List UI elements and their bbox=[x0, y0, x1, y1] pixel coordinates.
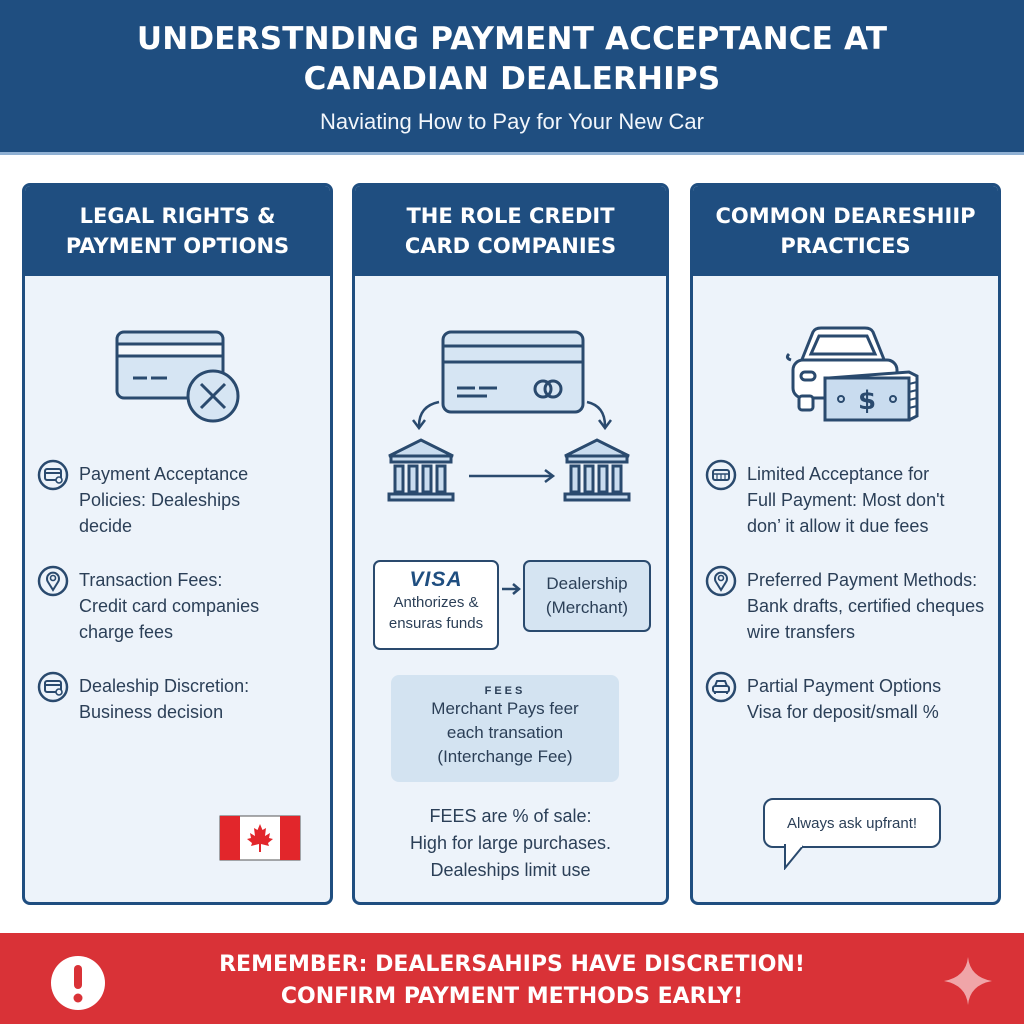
panel-title-line2: CARD COMPANIES bbox=[404, 234, 617, 258]
sparkle-icon bbox=[942, 955, 994, 1012]
merchant-text: (Merchant) bbox=[545, 598, 629, 617]
item-text: Transaction Fees: bbox=[79, 570, 223, 590]
item-text: Full Payment: Most don't bbox=[747, 490, 945, 510]
page-subtitle: Naviating How to Pay for Your New Car bbox=[320, 109, 704, 134]
location-pin-icon bbox=[37, 565, 69, 597]
list-item bbox=[705, 567, 992, 645]
item-text: decide bbox=[79, 516, 133, 536]
panel-title-line2: PRACTICES bbox=[780, 234, 911, 258]
visa-text: ensuras funds bbox=[388, 615, 484, 632]
reminder-banner bbox=[0, 933, 1024, 1024]
svg-text:$: $ bbox=[857, 386, 877, 416]
note-text: FEES are % of sale: bbox=[429, 806, 592, 826]
arrow-right-icon bbox=[501, 582, 521, 600]
fees-heading: FEES bbox=[484, 685, 526, 697]
merchant-box bbox=[523, 560, 651, 632]
cash-register-icon bbox=[705, 459, 737, 491]
card-icon bbox=[37, 459, 69, 491]
item-text: Credit card companies bbox=[79, 596, 260, 616]
speech-bubble bbox=[763, 798, 941, 848]
reminder-line2: CONFIRM PAYMENT METHODS EARLY! bbox=[280, 984, 744, 1009]
page-title-line2: CANADIAN DEALERHIPS bbox=[303, 61, 721, 97]
list-item bbox=[37, 461, 324, 539]
item-text: Bank drafts, certified cheques bbox=[747, 596, 985, 616]
reminder-text bbox=[0, 933, 1024, 1013]
credit-card-declined-icon bbox=[113, 328, 243, 429]
canada-flag-icon bbox=[218, 814, 302, 867]
item-text: Business decision bbox=[79, 702, 224, 722]
item-text: Payment Acceptance bbox=[79, 464, 249, 484]
page-header bbox=[0, 0, 1024, 155]
panel-title-line1: COMMON DEARESHIIP bbox=[715, 204, 976, 228]
bubble-text: Always ask upfrant! bbox=[786, 814, 918, 832]
page-title bbox=[0, 0, 1024, 99]
panel-dealership-practices bbox=[690, 183, 1001, 905]
item-text: Partial Payment Options bbox=[747, 676, 942, 696]
panel-title-line1: THE ROLE CREDIT bbox=[406, 204, 615, 228]
item-text: charge fees bbox=[79, 622, 174, 642]
item-text: wire transfers bbox=[747, 622, 856, 642]
list-item bbox=[705, 461, 992, 539]
exclamation-icon bbox=[50, 955, 106, 1016]
reminder-line1: REMEMBER: DEALERSAHIPS HAVE DISCRETION! bbox=[219, 952, 805, 977]
panel-title-line2: PAYMENT OPTIONS bbox=[65, 234, 290, 258]
card-to-bank-flow-icon bbox=[383, 326, 643, 531]
item-text: Preferred Payment Methods: bbox=[747, 570, 978, 590]
car-and-cash-icon bbox=[785, 324, 925, 439]
card-icon bbox=[37, 671, 69, 703]
panel-title bbox=[25, 186, 330, 276]
page-title-line1: UNDERSTNDING PAYMENT ACCEPTANCE AT bbox=[136, 21, 888, 57]
item-text: Limited Acceptance for bbox=[747, 464, 930, 484]
visa-logo: VISA bbox=[409, 568, 463, 591]
panel-legal-rights bbox=[22, 183, 333, 905]
panel-title-line1: LEGAL RIGHTS & bbox=[79, 204, 276, 228]
note-text: Dealeships limit use bbox=[430, 860, 591, 880]
fees-text: each transation bbox=[446, 723, 564, 742]
merchant-text: Dealership bbox=[546, 574, 628, 593]
item-text: Visa for deposit/small % bbox=[747, 702, 939, 722]
panel-credit-card-companies bbox=[352, 183, 669, 905]
car-icon bbox=[705, 671, 737, 703]
fees-note bbox=[355, 803, 666, 884]
panel-title bbox=[355, 186, 666, 276]
info-list bbox=[705, 461, 992, 753]
note-text: High for large purchases. bbox=[409, 833, 612, 853]
panel-title bbox=[693, 186, 998, 276]
speech-bubble-tail-icon bbox=[781, 844, 811, 875]
fees-text: (Interchange Fee) bbox=[437, 747, 573, 766]
list-item bbox=[37, 567, 324, 645]
list-item bbox=[705, 673, 992, 725]
fees-text: Merchant Pays feer bbox=[431, 699, 579, 718]
item-text: Policies: Dealeships bbox=[79, 490, 241, 510]
item-text: don’ it allow it due fees bbox=[747, 516, 929, 536]
visa-text: Anthorizes & bbox=[393, 594, 479, 611]
location-pin-icon bbox=[705, 565, 737, 597]
item-text: Dealeship Discretion: bbox=[79, 676, 250, 696]
visa-authorizer-box bbox=[373, 560, 499, 650]
list-item bbox=[37, 673, 324, 725]
info-list bbox=[37, 461, 324, 753]
fees-box bbox=[391, 675, 619, 782]
